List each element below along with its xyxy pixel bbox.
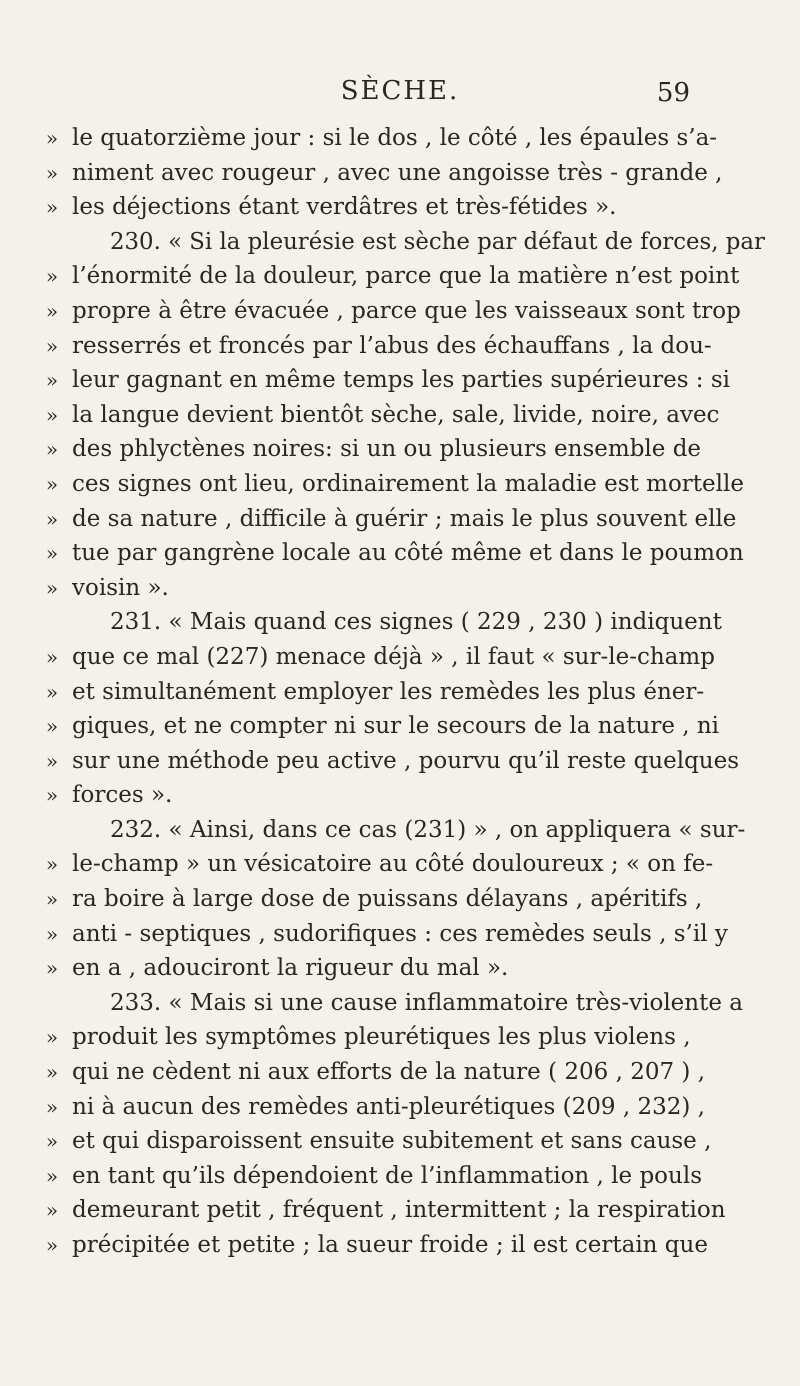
line-text: de sa nature , difficile à guérir ; mais le plus souvent elle — [72, 505, 737, 532]
text-line — [0, 536, 800, 571]
line-text: des phlyctènes noires: si un ou plusieurs ensemble de — [72, 436, 702, 463]
quote-mark: » — [45, 1025, 59, 1050]
quote-mark: » — [45, 506, 59, 531]
text-line — [0, 502, 800, 537]
text-line — [0, 986, 800, 1021]
line-text: resserrés et froncés par l’abus des échauffans , la dou- — [72, 332, 712, 359]
line-text: et qui disparoissent ensuite subitement et sans cause , — [72, 1128, 712, 1155]
line-text: ni à aucun des remèdes anti-pleurétiques (209 , 232) , — [72, 1093, 705, 1120]
quote-mark: » — [45, 783, 59, 808]
page-number: 59 — [656, 78, 690, 108]
line-text: 232. « Ainsi, dans ce cas (231) » , on appliquera « sur- — [110, 816, 746, 843]
line-text: forces ». — [72, 782, 173, 809]
line-text: demeurant petit , fréquent , intermittent ; la respiration — [72, 1197, 726, 1224]
text-line — [0, 605, 800, 640]
page-header — [0, 76, 800, 116]
line-text: 231. « Mais quand ces signes ( 229 , 230 ) indiquent — [110, 609, 722, 636]
quote-mark: » — [45, 748, 59, 773]
text-line — [0, 640, 800, 675]
text-line — [0, 1020, 800, 1055]
quote-mark: » — [45, 402, 59, 427]
text-line — [0, 675, 800, 710]
line-text: leur gagnant en même temps les parties supérieures : si — [72, 367, 731, 394]
text-line — [0, 121, 800, 156]
quote-mark: » — [45, 437, 59, 462]
line-text: le quatorzième jour : si le dos , le côté , les épaules s’a- — [72, 125, 718, 151]
quote-mark: » — [45, 471, 59, 496]
quote-mark: » — [45, 368, 59, 393]
text-line — [0, 882, 800, 917]
running-title: SÈCHE. — [340, 76, 460, 106]
quote-mark: » — [45, 298, 59, 323]
text-line — [0, 432, 800, 467]
text-line — [0, 190, 800, 225]
text-line — [0, 778, 800, 813]
quote-mark: » — [45, 679, 59, 704]
text-line — [0, 571, 800, 606]
text-line — [0, 156, 800, 191]
line-text: la langue devient bientôt sèche, sale, livide, noire, avec — [72, 401, 720, 428]
quote-mark: » — [45, 333, 59, 358]
line-text: propre à être évacuée , parce que les vaisseaux sont trop — [72, 297, 741, 324]
text-line — [0, 1055, 800, 1090]
line-text: produit les symptômes pleurétiques les plus violens , — [72, 1024, 691, 1051]
quote-mark: » — [45, 575, 59, 600]
line-text: 233. « Mais si une cause inflammatoire très-violente a — [110, 989, 743, 1016]
line-text: giques, et ne compter ni sur le secours de la nature , ni — [72, 713, 720, 740]
quote-mark: » — [45, 1129, 59, 1154]
line-text: tue par gangrène locale au côté même et dans le poumon — [72, 540, 744, 567]
quote-mark: » — [45, 887, 59, 912]
text-line — [0, 398, 800, 433]
line-text: l’énormité de la douleur, parce que la matière n’est point — [72, 263, 740, 290]
line-text: niment avec rougeur , avec une angoisse très - grande , — [72, 159, 723, 186]
line-text: ra boire à large dose de puissans délayans , apéritifs , — [72, 886, 703, 913]
line-text: le-champ » un vésicatoire au côté douloureux ; « on fe- — [72, 851, 714, 878]
quote-mark: » — [45, 921, 59, 946]
text-body — [0, 121, 800, 1263]
quote-mark: » — [45, 1198, 59, 1223]
quote-mark: » — [45, 1094, 59, 1119]
line-text: en tant qu’ils dépendoient de l’inflammation , le pouls — [72, 1162, 702, 1189]
line-text: voisin ». — [72, 574, 169, 601]
quote-mark: » — [45, 160, 59, 185]
text-line — [0, 329, 800, 364]
line-text: que ce mal (227) menace déjà » , il faut « sur-le-champ — [72, 643, 715, 670]
text-line — [0, 1090, 800, 1125]
line-text: sur une méthode peu active , pourvu qu’il reste quelques — [72, 747, 740, 774]
quote-mark: » — [45, 1060, 59, 1085]
text-line — [0, 709, 800, 744]
text-line — [0, 951, 800, 986]
text-line — [0, 294, 800, 329]
text-line — [0, 1124, 800, 1159]
quote-mark: » — [45, 264, 59, 289]
text-line — [0, 363, 800, 398]
text-line — [0, 847, 800, 882]
line-text: anti - septiques , sudorifiques : ces remèdes seuls , s’il y — [72, 920, 728, 947]
quote-mark: » — [45, 541, 59, 566]
quote-mark: » — [45, 1163, 59, 1188]
text-line — [0, 259, 800, 294]
quote-mark: » — [45, 195, 59, 220]
line-text: précipitée et petite ; la sueur froide ; il est certain que — [72, 1232, 708, 1258]
quote-mark: » — [45, 852, 59, 877]
quote-mark: » — [45, 714, 59, 739]
text-line — [0, 744, 800, 779]
text-line — [0, 917, 800, 952]
line-text: 230. « Si la pleurésie est sèche par défaut de forces, par — [110, 228, 765, 255]
line-text: en a , adouciront la rigueur du mal ». — [72, 955, 509, 982]
line-text: les déjections étant verdâtres et très-fétides ». — [72, 194, 617, 221]
line-text: qui ne cèdent ni aux efforts de la nature ( 206 , 207 ) , — [72, 1059, 706, 1086]
text-line — [0, 813, 800, 848]
line-text: et simultanément employer les remèdes les plus éner- — [72, 678, 705, 705]
text-line — [0, 1193, 800, 1228]
text-line — [0, 467, 800, 502]
quote-mark: » — [45, 956, 59, 981]
text-line — [0, 1159, 800, 1194]
text-line — [0, 1228, 800, 1263]
line-text: ces signes ont lieu, ordinairement la maladie est mortelle — [72, 470, 744, 497]
text-line — [0, 225, 800, 260]
quote-mark: » — [45, 126, 59, 150]
quote-mark: » — [45, 1233, 59, 1257]
quote-mark: » — [45, 644, 59, 669]
